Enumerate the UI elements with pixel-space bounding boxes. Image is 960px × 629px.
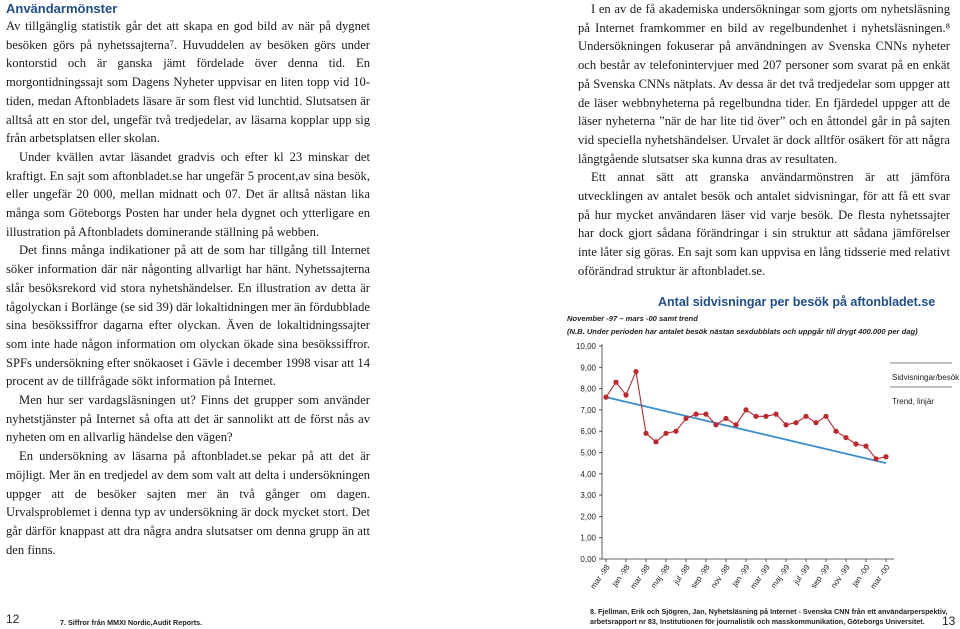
y-tick-label: 10,00: [575, 342, 596, 351]
x-tick-label: maj -99: [768, 562, 792, 591]
data-point: [833, 429, 838, 434]
data-point: [703, 412, 708, 417]
x-tick-label: mar -98: [588, 562, 612, 591]
y-tick-label: 5,00: [580, 448, 596, 458]
paragraph: En undersökning av läsarna på aftonbladet.se pekar på att det är möjligt. Mer än en tredjedel av dem som valt att delta i undersökningen uppger att de besöker sajten mer än två gånger om dagen. Urvalsproblemet i denna typ av undersökning är dock mycket stort. Det går därför knappast att dra några andra slutsatser om denna grupp än att den finns.: [6, 449, 370, 557]
y-tick-label: 2,00: [580, 512, 596, 522]
chart-subtitle: November -97 – mars -00 samt trend: [567, 314, 698, 323]
data-point: [663, 431, 668, 436]
y-tick-label: 8,00: [580, 384, 596, 394]
data-point: [603, 395, 608, 400]
x-tick-label: jan -99: [730, 562, 752, 589]
data-point: [803, 414, 808, 419]
y-tick-label: 4,00: [580, 469, 596, 479]
series-line-sidvisningar: [606, 372, 886, 459]
data-point: [683, 416, 688, 421]
left-body-text: [6, 17, 370, 559]
x-tick-label: nov -99: [828, 562, 852, 591]
chart-note: (N.B. Under perioden har antalet besök nästan sexdubblats och uppgår till drygt 400.000 per dag): [567, 327, 918, 336]
data-point: [783, 422, 788, 427]
data-point: [753, 414, 758, 419]
y-tick-label: 7,00: [580, 405, 596, 415]
legend-label-series: Sidvisningar/besök: [892, 373, 960, 382]
section-heading: Användarmönster: [6, 1, 118, 16]
data-point: [673, 429, 678, 434]
paragraph: Under kvällen avtar läsandet gradvis och efter kl 23 minskar det kraftigt. En sajt som aftonbladet.se har ungefär 5 procent,av sina besök, eller ungefär 20 000, mellan midnatt och 07. Det är alltså nästan lika många som Göteborgs Posten har under hela dygnet och ytterligare en illustration på Aftonbladets dominerande ställning på webben.: [6, 149, 370, 239]
data-point: [823, 414, 828, 419]
x-tick-label: sep -98: [688, 562, 712, 591]
data-point: [863, 444, 868, 449]
line-chart: [560, 336, 960, 606]
footnote-8-line1: 8. Fjellman, Erik och Sjögren, Jan, Nyhetsläsning på Internet - Svenska CNN från ett användarperspektiv,: [590, 607, 948, 616]
data-point: [613, 380, 618, 385]
trend-line: [606, 397, 886, 463]
y-tick-label: 1,00: [580, 533, 596, 543]
right-column: [578, 0, 950, 281]
footnote-7: 7. Siffror från MMXI Nordic,Audit Reports.: [60, 618, 203, 627]
data-point: [883, 454, 888, 459]
data-point: [773, 412, 778, 417]
y-tick-label: 9,00: [580, 363, 596, 373]
data-point: [873, 456, 878, 461]
data-point: [813, 420, 818, 425]
data-point: [853, 441, 858, 446]
data-point: [693, 412, 698, 417]
x-tick-label: jan -98: [610, 562, 632, 589]
data-point: [633, 369, 638, 374]
y-tick-label: 3,00: [580, 491, 596, 501]
x-tick-label: jul -99: [791, 562, 812, 587]
x-tick-label: mar -98: [628, 562, 652, 591]
data-point: [733, 422, 738, 427]
paragraph: I en av de få akademiska undersökningar som gjorts om nyhetsläsning på Internet framkommer en bild av regelbundenhet i nyhetsläsningen.⁸ Undersökningen fokuserar på användningen av Svenska CNNs nyheter och består av telefonintervjuer med 207 personer som svarat på en enkät på Svenska CNNs nätplats. Av dessa är det två tredjedelar som uppger att de läser webbnyheterna på regelbundna tider. En fjärdedel uppger att de läser nyheterna ”när de har lite tid över” och en åttondel går in på sajten vid speciella nyhetshändelser. Urvalet är dock alltför osäkert för att några långtgående slutsatser ska kunna dras av resultaten.: [578, 2, 950, 166]
page-number-right: 13: [942, 614, 956, 628]
data-point: [723, 416, 728, 421]
data-point: [743, 407, 748, 412]
paragraph: Det finns många indikationer på att de som har tillgång till Internet söker information där när någonting allvarligt har hänt. Nyhetssajterna slår besöksrekord vid stora nyhetshändelser. En illustration av detta är tågolyckan i Borlänge (se sid 39) där lokaltidningen mer än fördubblade sina besökssiffror dagarna efter olyckan. Även de lokaltidningssajter som inte hade någon information om olyckan ökade sina besökssiffror. SPFs undersökning efter snökaoset i Gävle i december 1998 visar att 14 procent av de tillfrågade sökt information på Internet.: [6, 243, 370, 389]
x-tick-label: jan -00: [850, 562, 872, 589]
y-tick-label: 0,00: [580, 555, 596, 564]
data-point: [623, 392, 628, 397]
data-point: [653, 439, 658, 444]
paragraph: Men hur ser vardagsläsningen ut? Finns det grupper som använder nyhetstjänster på Internet så ofta att det är sannolikt att de först nås av nyheten om en allvarlig händelse den vägen?: [6, 393, 370, 445]
page-number-left: 12: [6, 612, 20, 626]
data-point: [843, 435, 848, 440]
data-point: [643, 431, 648, 436]
data-point: [713, 422, 718, 427]
right-body-text: [578, 0, 950, 281]
chart-title: Antal sidvisningar per besök på aftonbladet.se: [658, 295, 936, 309]
data-point: [763, 414, 768, 419]
legend-label-trend: Trend, linjär: [892, 397, 934, 406]
x-tick-label: mar -99: [748, 562, 772, 591]
paragraph: Ett annat sätt att granska användarmönstren är att jämföra utvecklingen av antalet besök och antalet sidvisningar, för att få ett svar på hur mycket användaren läser vid varje besök. De flesta nyhetssajter har dock gjort sådana förändringar i sin struktur att sådana jämförelser inte låter sig göras. En sajt som kan uppvisa en lång tidsserie med relativt oförändrad struktur är aftonbladet.se.: [578, 170, 950, 278]
x-tick-label: sep -99: [808, 562, 832, 591]
footnote-8-line2: arbetsrapport nr 83, Institutionen för journalistik och masskommunikation, Göteborgs Universitet.: [590, 617, 925, 626]
x-tick-label: maj -98: [648, 562, 672, 591]
x-tick-label: jul -98: [671, 562, 692, 587]
y-tick-label: 6,00: [580, 427, 596, 437]
left-column: [6, 0, 370, 559]
x-tick-label: mar -00: [868, 562, 892, 591]
data-point: [793, 420, 798, 425]
x-tick-label: nov -98: [708, 562, 732, 591]
paragraph: Av tillgänglig statistik går det att skapa en god bild av när på dygnet besöken görs på nyhetssajterna⁷. Huvuddelen av besöken görs under kontorstid och är ganska jämt fördelade över denna tid. En morgontidningssajt som Dagens Nyheter uppvisar en liten topp vid 10-tiden, medan Aftonbladets läsare är som flest vid lunchtid. Slutsatsen är alltså att en stor del, ungefär två tredjedelar, av läsarna kopplar upp sig från arbetsplatsen eller skolan.: [6, 19, 370, 146]
